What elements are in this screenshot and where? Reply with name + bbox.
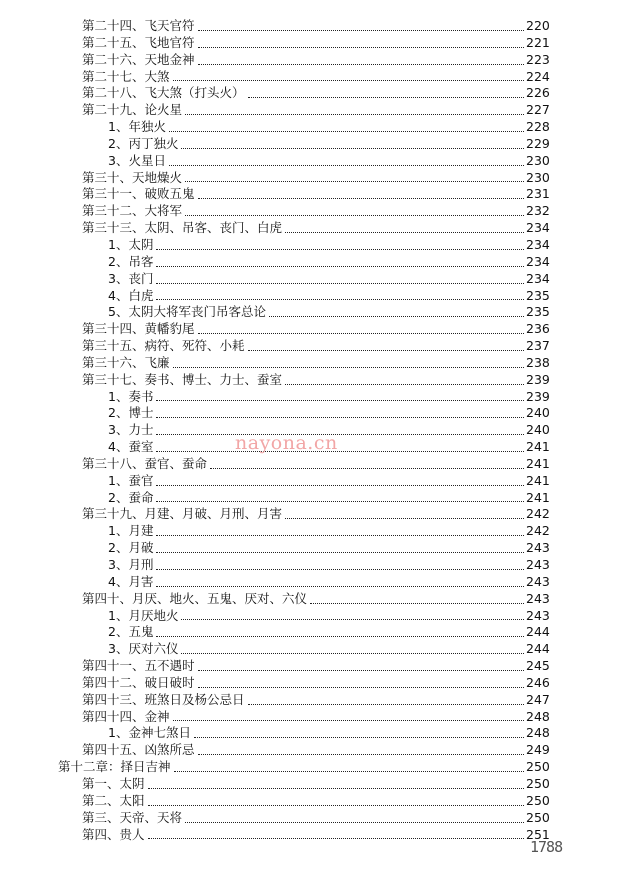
- toc-entry-title: 5、太阴大将军丧门吊客总论: [108, 304, 266, 320]
- toc-entry[interactable]: [0, 742, 622, 759]
- dot-leader: [156, 534, 524, 536]
- toc-entry-page-number: 226: [526, 85, 550, 101]
- toc-entry-page-number: 243: [526, 590, 550, 606]
- toc-entry-title: 1、奏书: [108, 388, 154, 404]
- toc-entry[interactable]: [0, 405, 622, 422]
- dot-leader: [156, 585, 524, 587]
- dot-leader: [169, 164, 524, 166]
- toc-entry-page-number: 250: [526, 775, 550, 791]
- toc-entry[interactable]: [0, 675, 622, 692]
- toc-entry-page-number: 243: [526, 573, 550, 589]
- toc-entry[interactable]: [0, 709, 622, 726]
- toc-entry-page-number: 250: [526, 792, 550, 808]
- toc-entry-title: 第三十三、太阴、吊客、丧门、白虎: [82, 220, 283, 236]
- toc-entry-page-number: 240: [526, 422, 550, 438]
- toc-entry-title: 1、月建: [108, 523, 154, 539]
- toc-entry-title: 第二十八、飞大煞（打头火）: [82, 85, 245, 101]
- toc-entry-page-number: 237: [526, 338, 550, 354]
- toc-entry-title: 第一、太阴: [82, 775, 145, 791]
- toc-entry-title: 第四十三、班煞日及杨公忌日: [82, 691, 245, 707]
- toc-entry-title: 2、月破: [108, 540, 154, 556]
- toc-entry[interactable]: [0, 692, 622, 709]
- toc-entry-page-number: 250: [526, 809, 550, 825]
- toc-entry-title: 第四十五、凶煞所忌: [82, 742, 195, 758]
- toc-entry-title: 1、年独火: [108, 119, 166, 135]
- toc-entry[interactable]: [0, 203, 622, 220]
- toc-entry-page-number: 244: [526, 624, 550, 640]
- dot-leader: [285, 517, 524, 519]
- dot-leader: [148, 787, 524, 789]
- toc-entry-title: 1、金神七煞日: [108, 725, 191, 741]
- dot-leader: [173, 366, 524, 368]
- toc-entry[interactable]: [0, 304, 622, 321]
- toc-entry[interactable]: [0, 338, 622, 355]
- toc-entry-page-number: 248: [526, 708, 550, 724]
- toc-entry[interactable]: [0, 827, 622, 844]
- dot-leader: [198, 29, 524, 31]
- toc-entry-page-number: 231: [526, 186, 550, 202]
- toc-entry-page-number: 221: [526, 34, 550, 50]
- toc-entry-title: 3、力士: [108, 422, 154, 438]
- toc-entry-title: 第三十九、月建、月破、月刑、月害: [82, 506, 283, 522]
- toc-entry[interactable]: [0, 557, 622, 574]
- toc-entry[interactable]: [0, 506, 622, 523]
- toc-entry-page-number: 234: [526, 270, 550, 286]
- dot-leader: [169, 130, 524, 132]
- dot-leader: [198, 63, 524, 65]
- toc-entry-title: 3、厌对六仪: [108, 641, 179, 657]
- dot-leader: [156, 551, 524, 553]
- toc-entry-title: 第三十六、飞廉: [82, 354, 170, 370]
- dot-leader: [248, 96, 524, 98]
- dot-leader: [156, 265, 524, 267]
- toc-entry[interactable]: [0, 523, 622, 540]
- toc-entry-page-number: 230: [526, 152, 550, 168]
- toc-entry-page-number: 247: [526, 691, 550, 707]
- dot-leader: [148, 804, 524, 806]
- toc-entry[interactable]: [0, 237, 622, 254]
- toc-entry-page-number: 250: [526, 759, 550, 775]
- dot-leader: [198, 669, 524, 671]
- dot-leader: [285, 383, 524, 385]
- toc-entry-title: 第四十二、破日破时: [82, 674, 195, 690]
- toc-entry-page-number: 241: [526, 439, 550, 455]
- toc-entry-title: 第二十九、论火星: [82, 102, 183, 118]
- dot-leader: [198, 753, 524, 755]
- dot-leader: [185, 180, 524, 182]
- toc-entry-title: 3、火星日: [108, 152, 166, 168]
- toc-entry[interactable]: [0, 254, 622, 271]
- dot-leader: [173, 79, 524, 81]
- dot-leader: [194, 736, 524, 738]
- dot-leader: [156, 450, 524, 452]
- toc-entry[interactable]: [0, 102, 622, 119]
- dot-leader: [174, 770, 524, 772]
- toc-entry-page-number: 236: [526, 321, 550, 337]
- dot-leader: [198, 197, 524, 199]
- toc-entry-page-number: 234: [526, 253, 550, 269]
- dot-leader: [285, 231, 524, 233]
- dot-leader: [185, 821, 524, 823]
- dot-leader: [156, 282, 524, 284]
- toc-entry-title: 2、五鬼: [108, 624, 154, 640]
- toc-entry-page-number: 251: [526, 826, 550, 842]
- page-corner-mark: 1788: [530, 838, 563, 856]
- toc-entry[interactable]: [0, 52, 622, 69]
- toc-entry[interactable]: [0, 321, 622, 338]
- toc-entry-title: 第三十五、病符、死符、小耗: [82, 338, 245, 354]
- toc-entry-page-number: 234: [526, 236, 550, 252]
- dot-leader: [198, 46, 524, 48]
- toc-entry-title: 3、月刑: [108, 557, 154, 572]
- dot-leader: [173, 719, 524, 721]
- toc-entry[interactable]: [0, 473, 622, 490]
- toc-entry-page-number: 239: [526, 388, 550, 404]
- dot-leader: [248, 703, 524, 705]
- toc-entry[interactable]: [0, 170, 622, 187]
- toc-entry-title: 2、吊客: [108, 253, 154, 269]
- toc-entry[interactable]: [0, 608, 622, 625]
- toc-entry-page-number: 244: [526, 641, 550, 657]
- toc-entry-title: 第三十八、蚕官、蚕命: [82, 455, 208, 471]
- dot-leader: [185, 113, 524, 115]
- dot-leader: [156, 416, 524, 418]
- toc-entry-title: 第二十七、大煞: [82, 68, 170, 84]
- toc-entry[interactable]: [0, 355, 622, 372]
- toc-entry[interactable]: [0, 574, 622, 591]
- toc-entry-page-number: 235: [526, 304, 550, 320]
- dot-leader: [210, 467, 524, 469]
- toc-entry[interactable]: [0, 372, 622, 389]
- dot-leader: [156, 298, 524, 300]
- dot-leader: [156, 433, 524, 435]
- toc-entry-page-number: 228: [526, 119, 550, 135]
- toc-entry[interactable]: [0, 69, 622, 86]
- toc-entry-page-number: 230: [526, 169, 550, 185]
- dot-leader: [156, 635, 524, 637]
- toc-entry[interactable]: [0, 456, 622, 473]
- toc-entry-title: 第四十四、金神: [82, 708, 170, 724]
- toc-entry[interactable]: [0, 759, 622, 776]
- toc-entry-title: 第三十七、奏书、博士、力士、蚕室: [82, 371, 283, 387]
- toc-entry[interactable]: [0, 624, 622, 641]
- toc-entry-page-number: 245: [526, 658, 550, 674]
- toc-entry[interactable]: [0, 658, 622, 675]
- toc-entry[interactable]: [0, 271, 622, 288]
- toc-entry-title: 第三十一、破败五鬼: [82, 186, 195, 202]
- toc-entry[interactable]: [0, 641, 622, 658]
- toc-entry-page-number: 243: [526, 540, 550, 556]
- dot-leader: [269, 315, 524, 317]
- toc-entry-page-number: 241: [526, 489, 550, 505]
- toc-entry[interactable]: [0, 776, 622, 793]
- toc-entry-page-number: 238: [526, 354, 550, 370]
- toc-entry-page-number: 232: [526, 203, 550, 219]
- toc-entry-page-number: 229: [526, 135, 550, 151]
- toc-entry[interactable]: [0, 119, 622, 136]
- toc-entry[interactable]: [0, 153, 622, 170]
- toc-entry[interactable]: [0, 793, 622, 810]
- table-of-contents: [0, 18, 622, 843]
- toc-entry[interactable]: [0, 389, 622, 406]
- toc-entry[interactable]: [0, 725, 622, 742]
- toc-entry-title: 第十二章：择日吉神: [58, 759, 171, 775]
- dot-leader: [156, 568, 524, 570]
- toc-entry[interactable]: [0, 35, 622, 52]
- toc-entry-page-number: 224: [526, 68, 550, 84]
- toc-entry-page-number: 248: [526, 725, 550, 741]
- dot-leader: [310, 602, 524, 604]
- dot-leader: [181, 652, 524, 654]
- toc-entry[interactable]: [0, 810, 622, 827]
- toc-entry-title: 第二十六、天地金神: [82, 51, 195, 67]
- toc-entry-title: 3、丧门: [108, 270, 154, 286]
- toc-entry-page-number: 235: [526, 287, 550, 303]
- toc-entry-page-number: 246: [526, 674, 550, 690]
- toc-entry-page-number: 249: [526, 742, 550, 758]
- toc-entry-page-number: 239: [526, 371, 550, 387]
- toc-entry-title: 4、月害: [108, 573, 154, 589]
- dot-leader: [185, 214, 524, 216]
- dot-leader: [156, 484, 524, 486]
- toc-entry-title: 第三、天帝、天将: [82, 809, 183, 825]
- toc-entry-page-number: 240: [526, 405, 550, 421]
- toc-entry-page-number: 223: [526, 51, 550, 67]
- toc-entry-page-number: 241: [526, 472, 550, 488]
- toc-entry-title: 4、蚕室: [108, 439, 154, 455]
- toc-entry-title: 第三十、天地燥火: [82, 169, 183, 185]
- toc-entry-title: 第二十五、飞地官符: [82, 34, 195, 50]
- toc-entry[interactable]: [0, 136, 622, 153]
- toc-entry-title: 第三十四、黄幡豹尾: [82, 321, 195, 337]
- dot-leader: [198, 686, 524, 688]
- toc-entry-page-number: 243: [526, 557, 550, 572]
- toc-entry-title: 第四十一、五不遇时: [82, 658, 195, 674]
- dot-leader: [148, 837, 524, 839]
- toc-entry-page-number: 242: [526, 523, 550, 539]
- dot-leader: [181, 618, 524, 620]
- toc-entry-page-number: 220: [526, 18, 550, 33]
- dot-leader: [156, 399, 524, 401]
- toc-entry-page-number: 234: [526, 220, 550, 236]
- dot-leader: [198, 332, 524, 334]
- toc-entry-title: 2、博士: [108, 405, 154, 421]
- toc-entry-title: 第二、太阳: [82, 792, 145, 808]
- toc-entry-title: 第三十二、大将军: [82, 203, 183, 219]
- toc-entry[interactable]: [0, 220, 622, 237]
- toc-entry-title: 2、丙丁独火: [108, 135, 179, 151]
- watermark: nayona.cn: [235, 432, 338, 454]
- toc-entry-title: 1、月厌地火: [108, 607, 179, 623]
- dot-leader: [156, 500, 524, 502]
- toc-entry[interactable]: [0, 186, 622, 203]
- toc-entry[interactable]: [0, 591, 622, 608]
- toc-entry-title: 第四、贵人: [82, 826, 145, 842]
- toc-entry[interactable]: [0, 490, 622, 507]
- toc-entry-title: 第二十四、飞天官符: [82, 18, 195, 33]
- toc-entry[interactable]: [0, 18, 622, 35]
- toc-entry[interactable]: [0, 85, 622, 102]
- toc-entry-title: 1、蚕官: [108, 472, 154, 488]
- toc-entry-title: 4、白虎: [108, 287, 154, 303]
- toc-entry[interactable]: [0, 288, 622, 305]
- toc-entry[interactable]: [0, 540, 622, 557]
- toc-entry-page-number: 241: [526, 455, 550, 471]
- toc-entry-page-number: 242: [526, 506, 550, 522]
- toc-entry-page-number: 243: [526, 607, 550, 623]
- toc-entry-title: 第四十、月厌、地火、五鬼、厌对、六仪: [82, 590, 308, 606]
- dot-leader: [181, 147, 524, 149]
- toc-entry-title: 2、蚕命: [108, 489, 154, 505]
- toc-entry-title: 1、太阴: [108, 236, 154, 252]
- dot-leader: [248, 349, 524, 351]
- toc-entry-page-number: 227: [526, 102, 550, 118]
- dot-leader: [156, 248, 524, 250]
